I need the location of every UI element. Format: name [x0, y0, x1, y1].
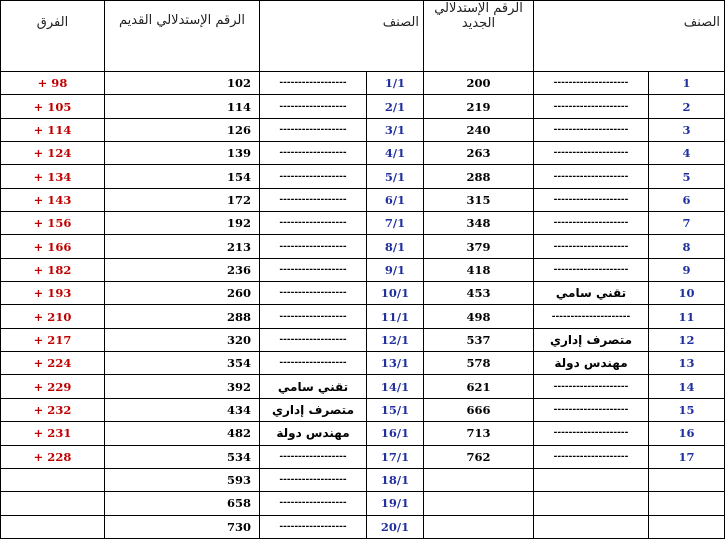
old-index-cell: 192 — [105, 212, 260, 235]
diff-cell: + 166 — [1, 235, 105, 258]
old-grade-cell: ------------------ — [260, 445, 367, 468]
old-id-cell: 9/1 — [367, 258, 424, 281]
new-index-cell: 240 — [424, 118, 534, 141]
old-id-cell: 11/1 — [367, 305, 424, 328]
old-grade-cell: ------------------ — [260, 72, 367, 95]
new-grade-cell: -------------------- — [534, 72, 649, 95]
diff-cell: + 124 — [1, 142, 105, 165]
old-grade-cell: ------------------ — [260, 328, 367, 351]
old-index-cell: 534 — [105, 445, 260, 468]
diff-cell: + 217 — [1, 328, 105, 351]
old-index-cell: 172 — [105, 188, 260, 211]
new-id-cell: 7 — [649, 212, 725, 235]
new-id-cell: 2 — [649, 95, 725, 118]
new-grade-cell: مهندس دولة — [534, 352, 649, 375]
old-grade-cell: ------------------ — [260, 95, 367, 118]
diff-cell: + 193 — [1, 282, 105, 305]
old-index-cell: 288 — [105, 305, 260, 328]
old-grade-cell: ------------------ — [260, 352, 367, 375]
new-index-cell: 200 — [424, 72, 534, 95]
old-index-cell: 354 — [105, 352, 260, 375]
new-grade-cell: -------------------- — [534, 445, 649, 468]
new-index-cell: 418 — [424, 258, 534, 281]
new-id-cell: 6 — [649, 188, 725, 211]
diff-cell: + 182 — [1, 258, 105, 281]
old-index-cell: 593 — [105, 468, 260, 491]
old-grade-cell: ------------------ — [260, 118, 367, 141]
old-grade-cell: ------------------ — [260, 492, 367, 515]
new-index-cell: 219 — [424, 95, 534, 118]
table-row — [1, 305, 725, 328]
new-grade-cell — [534, 515, 649, 538]
new-id-cell: 4 — [649, 142, 725, 165]
old-index-cell: 102 — [105, 72, 260, 95]
table-body — [1, 72, 725, 539]
old-index-cell: 392 — [105, 375, 260, 398]
old-id-cell: 6/1 — [367, 188, 424, 211]
new-id-cell — [649, 492, 725, 515]
diff-cell: + 156 — [1, 212, 105, 235]
old-id-cell: 12/1 — [367, 328, 424, 351]
table-row — [1, 235, 725, 258]
old-grade-cell: ------------------ — [260, 515, 367, 538]
header-diff: الفرق — [1, 1, 105, 72]
diff-cell: + 114 — [1, 118, 105, 141]
header-row — [1, 1, 725, 72]
new-index-cell: 666 — [424, 398, 534, 421]
old-grade-cell: مهندس دولة — [260, 422, 367, 445]
new-index-cell — [424, 468, 534, 491]
diff-cell: + 143 — [1, 188, 105, 211]
table-row — [1, 165, 725, 188]
diff-cell: + 210 — [1, 305, 105, 328]
table-row — [1, 445, 725, 468]
new-id-cell — [649, 515, 725, 538]
new-grade-cell: --------------------- — [534, 305, 649, 328]
table-row — [1, 328, 725, 351]
diff-cell — [1, 468, 105, 491]
diff-cell: + 134 — [1, 165, 105, 188]
old-grade-cell: ------------------ — [260, 142, 367, 165]
new-id-cell: 15 — [649, 398, 725, 421]
old-id-cell: 5/1 — [367, 165, 424, 188]
table-row — [1, 142, 725, 165]
header-old-index: الرقم الإستدلالي القديم — [105, 1, 260, 72]
new-index-cell: 578 — [424, 352, 534, 375]
table-row — [1, 515, 725, 538]
table-row — [1, 95, 725, 118]
old-grade-cell: ------------------ — [260, 235, 367, 258]
diff-cell: + 224 — [1, 352, 105, 375]
table-row — [1, 212, 725, 235]
new-grade-cell — [534, 492, 649, 515]
table-row — [1, 118, 725, 141]
new-index-cell — [424, 515, 534, 538]
header-old-grade: الصنف — [260, 1, 424, 72]
new-index-cell: 621 — [424, 375, 534, 398]
new-grade-cell: -------------------- — [534, 165, 649, 188]
table-row — [1, 468, 725, 491]
old-grade-cell: ------------------ — [260, 282, 367, 305]
old-index-cell: 114 — [105, 95, 260, 118]
old-index-cell: 482 — [105, 422, 260, 445]
old-id-cell: 15/1 — [367, 398, 424, 421]
old-grade-cell: ------------------ — [260, 165, 367, 188]
new-grade-cell: متصرف إداري — [534, 328, 649, 351]
new-index-cell: 315 — [424, 188, 534, 211]
table-row — [1, 398, 725, 421]
diff-cell: + 105 — [1, 95, 105, 118]
diff-cell: + 229 — [1, 375, 105, 398]
old-id-cell: 19/1 — [367, 492, 424, 515]
new-id-cell: 5 — [649, 165, 725, 188]
new-grade-cell: -------------------- — [534, 142, 649, 165]
new-grade-cell: تقني سامي — [534, 282, 649, 305]
old-id-cell: 13/1 — [367, 352, 424, 375]
old-index-cell: 658 — [105, 492, 260, 515]
new-grade-cell: -------------------- — [534, 375, 649, 398]
new-grade-cell: -------------------- — [534, 258, 649, 281]
old-grade-cell: ------------------ — [260, 188, 367, 211]
new-grade-cell: -------------------- — [534, 118, 649, 141]
diff-cell — [1, 492, 105, 515]
new-id-cell: 17 — [649, 445, 725, 468]
old-id-cell: 14/1 — [367, 375, 424, 398]
old-index-cell: 730 — [105, 515, 260, 538]
new-id-cell: 11 — [649, 305, 725, 328]
new-grade-cell: -------------------- — [534, 212, 649, 235]
diff-cell — [1, 515, 105, 538]
new-grade-cell: -------------------- — [534, 235, 649, 258]
new-index-cell: 498 — [424, 305, 534, 328]
new-id-cell: 12 — [649, 328, 725, 351]
new-id-cell: 14 — [649, 375, 725, 398]
table-row — [1, 492, 725, 515]
new-id-cell: 10 — [649, 282, 725, 305]
header-new-index: الرقم الإستدلالي الجديد — [424, 1, 534, 72]
old-grade-cell: تقني سامي — [260, 375, 367, 398]
table-row — [1, 258, 725, 281]
new-id-cell: 16 — [649, 422, 725, 445]
table-row — [1, 352, 725, 375]
old-id-cell: 2/1 — [367, 95, 424, 118]
old-grade-cell: متصرف إداري — [260, 398, 367, 421]
diff-cell: + 98 — [1, 72, 105, 95]
new-index-cell: 762 — [424, 445, 534, 468]
table-row — [1, 422, 725, 445]
table-row — [1, 72, 725, 95]
new-id-cell: 3 — [649, 118, 725, 141]
old-id-cell: 10/1 — [367, 282, 424, 305]
new-grade-cell: -------------------- — [534, 95, 649, 118]
header-new-grade: الصنف — [534, 1, 725, 72]
diff-cell: + 231 — [1, 422, 105, 445]
old-id-cell: 20/1 — [367, 515, 424, 538]
old-id-cell: 18/1 — [367, 468, 424, 491]
old-id-cell: 1/1 — [367, 72, 424, 95]
diff-cell: + 228 — [1, 445, 105, 468]
new-index-cell: 263 — [424, 142, 534, 165]
diff-cell: + 232 — [1, 398, 105, 421]
new-id-cell: 8 — [649, 235, 725, 258]
new-grade-cell — [534, 468, 649, 491]
old-index-cell: 139 — [105, 142, 260, 165]
old-id-cell: 17/1 — [367, 445, 424, 468]
new-index-cell: 453 — [424, 282, 534, 305]
old-index-cell: 126 — [105, 118, 260, 141]
table-row — [1, 375, 725, 398]
table-row — [1, 282, 725, 305]
new-index-cell: 288 — [424, 165, 534, 188]
old-id-cell: 7/1 — [367, 212, 424, 235]
new-index-cell: 537 — [424, 328, 534, 351]
new-id-cell: 1 — [649, 72, 725, 95]
new-grade-cell: -------------------- — [534, 422, 649, 445]
new-index-cell: 348 — [424, 212, 534, 235]
old-index-cell: 154 — [105, 165, 260, 188]
old-grade-cell: ------------------ — [260, 305, 367, 328]
old-index-cell: 434 — [105, 398, 260, 421]
new-grade-cell: -------------------- — [534, 398, 649, 421]
new-index-cell: 713 — [424, 422, 534, 445]
new-id-cell — [649, 468, 725, 491]
new-grade-cell: -------------------- — [534, 188, 649, 211]
old-id-cell: 8/1 — [367, 235, 424, 258]
old-grade-cell: ------------------ — [260, 468, 367, 491]
new-index-cell: 379 — [424, 235, 534, 258]
old-index-cell: 236 — [105, 258, 260, 281]
old-index-cell: 213 — [105, 235, 260, 258]
old-grade-cell: ------------------ — [260, 258, 367, 281]
old-id-cell: 3/1 — [367, 118, 424, 141]
old-index-cell: 260 — [105, 282, 260, 305]
old-grade-cell: ------------------ — [260, 212, 367, 235]
old-id-cell: 4/1 — [367, 142, 424, 165]
new-id-cell: 13 — [649, 352, 725, 375]
table-row — [1, 188, 725, 211]
new-index-cell — [424, 492, 534, 515]
old-index-cell: 320 — [105, 328, 260, 351]
new-id-cell: 9 — [649, 258, 725, 281]
old-id-cell: 16/1 — [367, 422, 424, 445]
